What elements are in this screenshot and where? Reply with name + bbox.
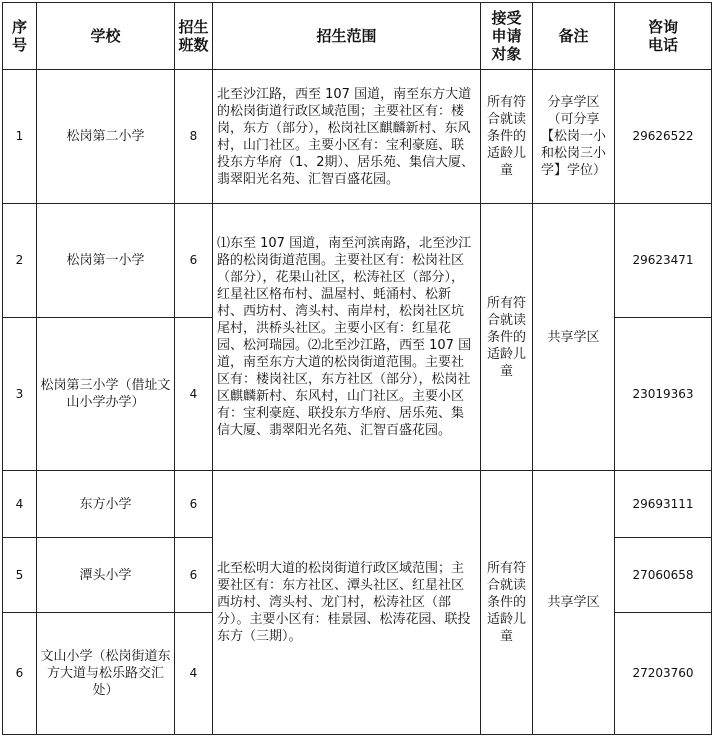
row-seq: 2 xyxy=(3,204,37,318)
shared-remark-b: 共享学区 xyxy=(533,471,615,735)
row-seq: 4 xyxy=(3,471,37,538)
header-phone xyxy=(615,3,712,70)
row-seq: 5 xyxy=(3,538,37,613)
shared-target-b: 所有符合就读条件的适龄儿童 xyxy=(481,471,533,735)
row-remark: 分享学区（可分享【松岗一小和松岗三小学】学位） xyxy=(533,70,615,204)
row-target: 所有符合就读条件的适龄儿童 xyxy=(481,70,533,204)
header-classes xyxy=(175,3,213,70)
header-remark: 备注 xyxy=(533,3,615,70)
header-line: 班数 xyxy=(178,36,209,54)
row-phone: 29623471 xyxy=(615,204,712,318)
header-line: 申请 xyxy=(491,27,522,45)
table-row xyxy=(3,70,712,204)
row-seq: 3 xyxy=(3,318,37,471)
row-classes: 4 xyxy=(175,318,213,471)
row-scope: 北至沙江路，西至 107 国道，南至东方大道的松岗街道行政区域范围；主要社区有：楼岗，东方（部分），松岗社区麒麟新村、东风村，山门社区。主要小区有：宝利豪庭、联投东方华府（1、2期）、居乐苑、集信大厦、翡翠阳光名苑、汇智百盛花园。 xyxy=(213,70,481,204)
row-phone: 23019363 xyxy=(615,318,712,471)
table-row xyxy=(3,204,712,318)
row-classes: 8 xyxy=(175,70,213,204)
header-row xyxy=(3,3,712,70)
row-phone: 27203760 xyxy=(615,613,712,735)
row-seq: 6 xyxy=(3,613,37,735)
row-seq: 1 xyxy=(3,70,37,204)
header-line: 电话 xyxy=(647,36,678,54)
row-school: 松岗第二小学 xyxy=(37,70,175,204)
shared-scope-b: 北至松明大道的松岗街道行政区域范围；主要社区有：东方社区、潭头社区、红星社区西坊村、湾头村、龙门村，松涛社区（部分）。主要小区有：桂景园、松涛花园、联投东方（三期）。 xyxy=(213,471,481,735)
header-target xyxy=(481,3,533,70)
row-phone: 27060658 xyxy=(615,538,712,613)
header-school: 学校 xyxy=(37,3,175,70)
header-line: 接受 xyxy=(491,9,522,27)
row-classes: 6 xyxy=(175,538,213,613)
row-school: 文山小学（松岗街道东方大道与松乐路交汇处） xyxy=(37,613,175,735)
header-line: 招生 xyxy=(178,18,209,36)
table-row xyxy=(3,471,712,538)
row-phone: 29693111 xyxy=(615,471,712,538)
shared-scope-a: ⑴东至 107 国道，南至河滨南路，北至沙江路的松岗街道范围。主要社区有：松岗社区（部分），花果山社区，松涛社区（部分），红星社区格布村、温屋村、蚝涌村、松新村、西坊村、湾头村、南岸村，松岗社区坑尾村，洪桥头社区。主要小区有：红星花园、松河瑞园。⑵北至沙江路，西至 107 国道，南至东方大道的松岗街道范围。主要社区有：楼岗社区，东方社区（部分），松岗社区麒麟新村、东风村，山门社区。主要小区有：宝利豪庭、联投东方华府、居乐苑、集信大厦、翡翠阳光名苑、汇智百盛花园。 xyxy=(213,204,481,471)
header-line: 号 xyxy=(11,36,27,54)
header-line: 对象 xyxy=(491,45,522,63)
header-seq xyxy=(3,3,37,70)
row-school: 东方小学 xyxy=(37,471,175,538)
row-school: 潭头小学 xyxy=(37,538,175,613)
row-school: 松岗第一小学 xyxy=(37,204,175,318)
header-line: 咨询 xyxy=(647,18,678,36)
row-classes: 6 xyxy=(175,204,213,318)
shared-target-a: 所有符合就读条件的适龄儿童 xyxy=(481,204,533,471)
header-scope: 招生范围 xyxy=(213,3,481,70)
header-line: 序 xyxy=(11,18,27,36)
row-school: 松岗第三小学（借址文山小学办学） xyxy=(37,318,175,471)
row-classes: 6 xyxy=(175,471,213,538)
shared-remark-a: 共享学区 xyxy=(533,204,615,471)
row-phone: 29626522 xyxy=(615,70,712,204)
row-classes: 4 xyxy=(175,613,213,735)
enrollment-table xyxy=(2,2,712,735)
